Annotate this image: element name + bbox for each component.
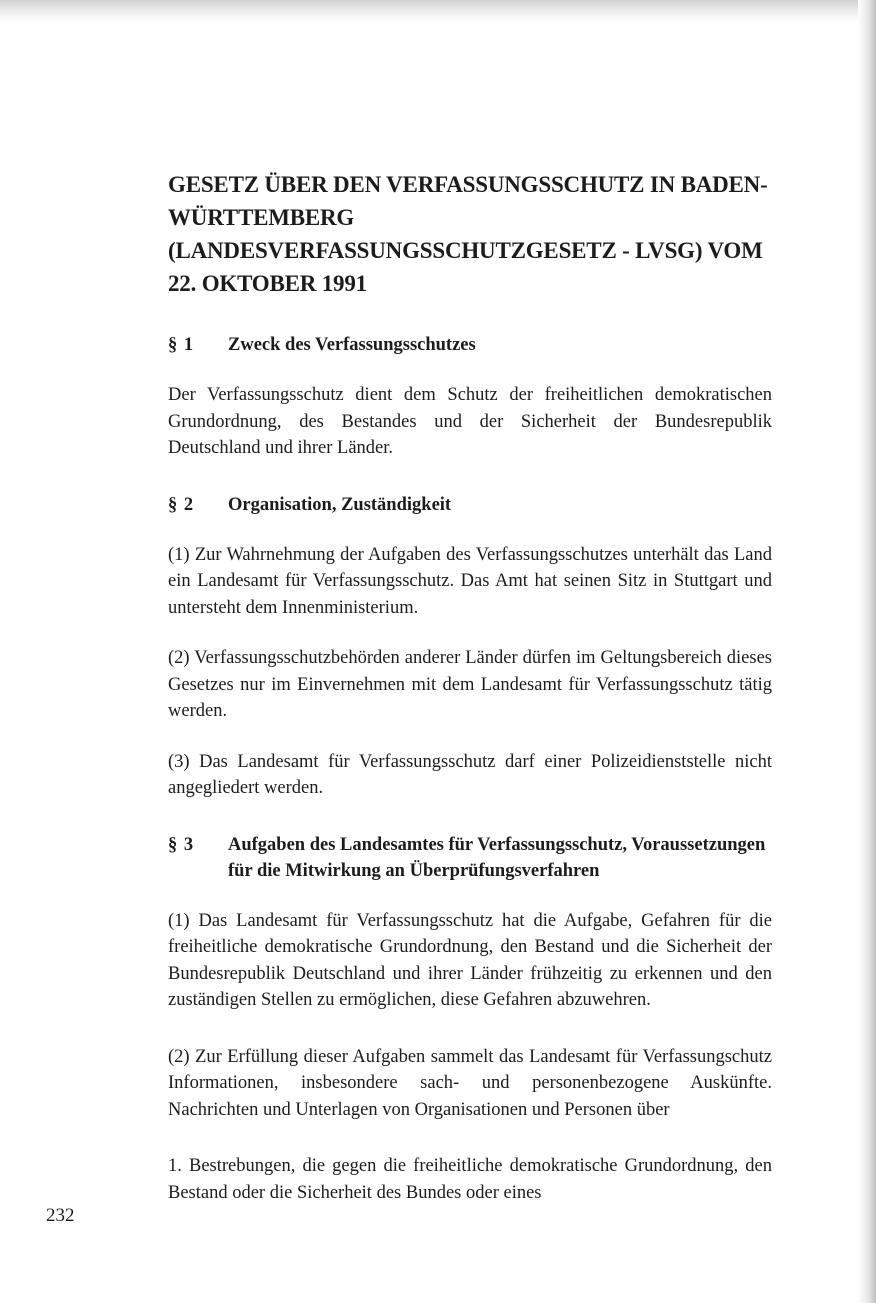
scan-shadow-right (858, 0, 876, 1303)
section-heading-1 (168, 332, 772, 358)
paragraph: (2) Verfassungsschutzbehörden anderer Länder dürfen im Geltungsbereich dieses Gesetzes nur im Einvernehmen mit dem Landesamt für Verfassungsschutz tätig werden. (168, 648, 772, 721)
scan-shadow-top (0, 0, 876, 22)
section-number: § 1 (168, 335, 195, 355)
paragraph: (2) Zur Erfüllung dieser Aufgaben sammelt das Landesamt für Verfassungschutz Informationen, insbesondere sach- und personenbezogene Auskünfte. Nachrichten und Unterlagen von Organisationen und Personen über (168, 1046, 772, 1120)
section-title: Zweck des Verfassungsschutzes (228, 335, 476, 355)
law-title: GESETZ ÜBER DEN VERFASSUNGSSCHUTZ IN BADEN-WÜRTTEMBERG (LANDESVERFASSUNGSSCHUTZGESETZ - LVSG) VOM 22. OKTOBER 1991 (168, 172, 768, 296)
section-title: Aufgaben des Landesamtes für Verfassungsschutz, Voraussetzungen für die Mitwirkung an Überprüfungsverfahren (228, 834, 766, 881)
paragraph: Der Verfassungsschutz dient dem Schutz der freiheitlichen demokratischen Grundordnung, des Bestandes und der Sicherheit der Bundesrepublik Deutschland und ihrer Länder. (168, 385, 772, 458)
section-number: § 3 (168, 834, 195, 855)
page-number: 232 (46, 1205, 75, 1226)
section-number: § 2 (168, 494, 195, 515)
paragraph: (1) Das Landesamt für Verfassungsschutz hat die Aufgabe, Gefahren für die freiheitliche demokratische Grundordnung, den Bestand und die Sicherheit der Bundesrepublik Deutschland und ihrer Länder frühzeitig zu erkennen und den zuständigen Stellen zu ermöglichen, diese Gefahren abzuwehren. (168, 910, 772, 1010)
section-heading-3 (168, 832, 772, 884)
page-content (168, 168, 772, 1230)
section-heading-2 (168, 492, 772, 518)
paragraph: (1) Zur Wahrnehmung der Aufgaben des Verfassungsschutzes unterhält das Land ein Landesamt für Verfassungsschutz. Das Amt hat seinen Sitz in Stuttgart und untersteht dem Innenministerium. (168, 544, 772, 618)
paragraph: (3) Das Landesamt für Verfassungsschutz darf einer Polizeidienststelle nicht angegliedert werden. (168, 751, 772, 798)
section-title: Organisation, Zuständigkeit (228, 494, 452, 515)
paragraph: 1. Bestrebungen, die gegen die freiheitliche demokratische Grundordnung, den Bestand oder die Sicherheit des Bundes oder eines (168, 1156, 772, 1203)
